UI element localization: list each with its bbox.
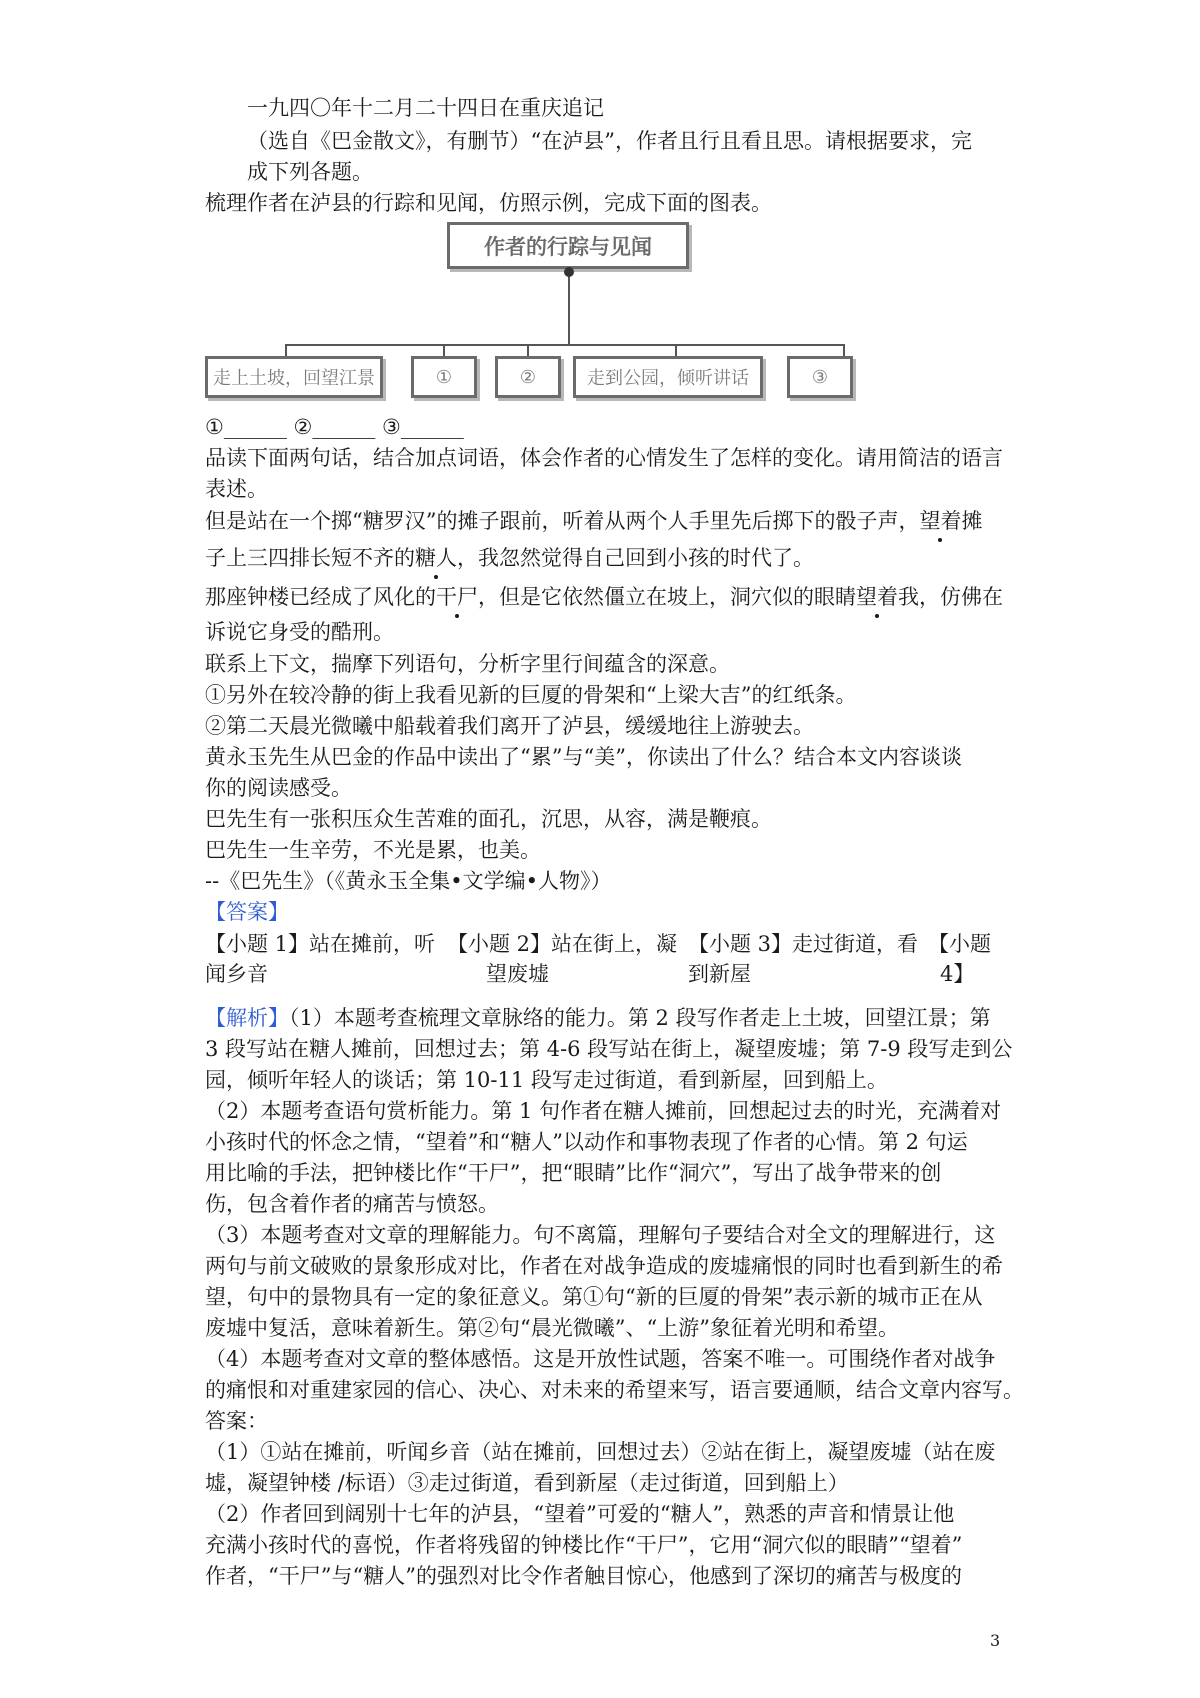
sentence-text: 那座钟楼已经成了风化的 [205, 585, 436, 609]
answer-cell-text: 到新屋 [688, 962, 751, 986]
sentence-text: 我，仿佛在 [898, 585, 1003, 609]
sentence-text: ，我忽然觉得自己回到小孩的时代了。 [457, 546, 814, 570]
question-1-prompt: 梳理作者在泸县的行踪和见闻，仿照示例，完成下面的图表。 [205, 191, 772, 215]
analysis-line: （2）作者回到阔别十七年的泸县，“望着”可爱的“糖人”，熟悉的声音和情景让他 [205, 1502, 955, 1526]
question-3-item: ①另外在较冷静的街上我看见新的巨厦的骨架和“上梁大吉”的红纸条。 [205, 683, 857, 707]
analysis-line: 墟，凝望钟楼 /标语）③走过街道，看到新屋（走过街道，回到船上） [205, 1471, 849, 1495]
analysis-line: （2）本题考查语句赏析能力。第 1 句作者在糖人摊前，回想起过去的时光，充满着对 [205, 1099, 1002, 1123]
page-number: 3 [990, 1631, 1001, 1650]
diagram-connector [568, 269, 570, 346]
answer-cell-text: 【小题 1】站在摊前，听 [205, 932, 436, 956]
analysis-heading: 【解析】 [205, 1006, 289, 1030]
analysis-line: （3）本题考查对文章的理解能力。句不离篇，理解句子要结合对全文的理解进行，这 [205, 1223, 996, 1247]
analysis-line: 伤，包含着作者的痛苦与愤怒。 [205, 1192, 499, 1216]
analysis-line: 的痛恨和对重建家园的信心、决心、对未来的希望来写，语言要通顺，结合文章内容写。 [205, 1378, 1024, 1402]
diagram-node-dot [564, 267, 574, 277]
analysis-line: 作者，“干尸”与“糖人”的强烈对比令作者触目惊心，他感到了深切的痛苦与极度的 [205, 1564, 962, 1588]
diagram-title-box: 作者的行踪与见闻 [447, 222, 689, 269]
sentence-1 [205, 507, 982, 535]
sentence-1 [205, 544, 814, 572]
itinerary-diagram [205, 222, 925, 412]
question-4-prompt: 黄永玉先生从巴金的作品中读出了“累”与“美”，你读出了什么？结合本文内容谈谈 [205, 745, 962, 769]
analysis-line: 小孩时代的怀念之情，“望着”和“糖人”以动作和事物表现了作者的心情。第 2 句运 [205, 1130, 968, 1154]
answer-cell-text: 【小题 3】走过街道，看 [688, 932, 919, 956]
question-2-prompt: 表述。 [205, 477, 268, 501]
answer-blanks: ①______ ②______ ③______ [205, 415, 464, 439]
question-3-prompt: 联系上下文，揣摩下列语句，分析字里行间蕴含的深意。 [205, 652, 730, 676]
answer-cell-text: 【小题 [928, 932, 991, 956]
quote-line: 巴先生一生辛劳，不光是累，也美。 [205, 838, 541, 862]
analysis-line: （1）①站在摊前，听闻乡音（站在摊前，回想过去）②站在街上，凝望废墟（站在废 [205, 1440, 996, 1464]
diagram-box-5: ③ [787, 356, 853, 398]
analysis-line: 望，句中的景物具有一定的象征意义。第①句“新的巨厦的骨架”表示新的城市正在从 [205, 1285, 983, 1309]
sentence-2 [205, 583, 1003, 611]
diagram-box-3: ② [495, 356, 561, 398]
answer-cell-3 [688, 929, 918, 989]
analysis-line: 3 段写站在糖人摊前，回想过去；第 4-6 段写站在街上，凝望废墟；第 7-9 段写走到公 [205, 1037, 1013, 1061]
analysis-line: 用比喻的手法，把钟楼比作“干尸”，把“眼睛”比作“洞穴”，写出了战争带来的创 [205, 1161, 942, 1185]
question-3-item: ②第二天晨光微曦中船载着我们离开了泸县，缓缓地往上游驶去。 [205, 714, 814, 738]
diagram-box-2: ① [411, 356, 477, 398]
answer-cell-1 [205, 929, 435, 989]
answer-heading: 【答案】 [205, 900, 289, 924]
answer-cell-text: 4】 [940, 962, 975, 986]
question-2-prompt: 品读下面两句话，结合加点词语，体会作者的心情发生了怎样的变化。请用简洁的语言 [205, 446, 1003, 470]
diagram-connector [285, 344, 845, 346]
analysis-line: 园，倾听年轻人的谈话；第 10-11 段写走过街道，看到新屋，回到船上。 [205, 1068, 888, 1092]
answer-cell-text: 【小题 2】站在街上，凝 [447, 932, 678, 956]
answer-cell-4 [928, 929, 991, 989]
diagram-box-4: 走到公园，倾听讲话 [573, 356, 763, 398]
diagram-box-1: 走上土坡，回望江景 [205, 356, 383, 398]
emphasis-word: 干尸 [436, 585, 478, 609]
sentence-text: 但是站在一个掷“糖罗汉”的摊子跟前，听着从两个人手里先后掷下的骰子声， [205, 509, 920, 533]
analysis-line [205, 1004, 991, 1032]
analysis-line: 答案： [205, 1409, 268, 1433]
answer-cell-text: 闻乡音 [205, 962, 268, 986]
question-4-prompt: 你的阅读感受。 [205, 776, 352, 800]
text-line: （选自《巴金散文》，有删节）“在泸县”，作者且行且看且思。请根据要求，完 [247, 129, 972, 153]
sentence-text: 摊 [961, 509, 983, 533]
analysis-text: （1）本题考查梳理文章脉络的能力。第 2 段写作者走上土坡，回望江景；第 [289, 1006, 991, 1030]
analysis-line: 两句与前文破败的景象形成对比，作者在对战争造成的废墟痛恨的同时也看到新生的希 [205, 1254, 1003, 1278]
text-line: 成下列各题。 [247, 160, 373, 184]
emphasis-word: 望着 [919, 509, 962, 533]
text-line: 一九四〇年十二月二十四日在重庆追记 [247, 96, 604, 120]
sentence-text: ，但是它依然僵立在坡上，洞穴似的眼睛 [478, 585, 856, 609]
quote-source: --《巴先生》（《黄永玉全集•文学编•人物》） [205, 869, 612, 893]
sentence-text: 子上三四排长短不齐的 [205, 546, 415, 570]
emphasis-word: 望着 [856, 585, 898, 609]
answer-cell-2 [447, 929, 677, 989]
analysis-line: 充满小孩时代的喜悦，作者将残留的钟楼比作“干尸”，它用“洞穴似的眼睛”“望着” [205, 1533, 963, 1557]
sentence-2: 诉说它身受的酷刑。 [205, 620, 394, 644]
answer-cell-text: 望废墟 [486, 962, 549, 986]
analysis-line: 废墟中复活，意味着新生。第②句“晨光微曦”、“上游”象征着光明和希望。 [205, 1316, 899, 1340]
emphasis-word: 糖人 [415, 546, 457, 570]
quote-line: 巴先生有一张积压众生苦难的面孔，沉思，从容，满是鞭痕。 [205, 807, 772, 831]
analysis-line: （4）本题考查对文章的整体感悟。这是开放性试题，答案不唯一。可围绕作者对战争 [205, 1347, 996, 1371]
